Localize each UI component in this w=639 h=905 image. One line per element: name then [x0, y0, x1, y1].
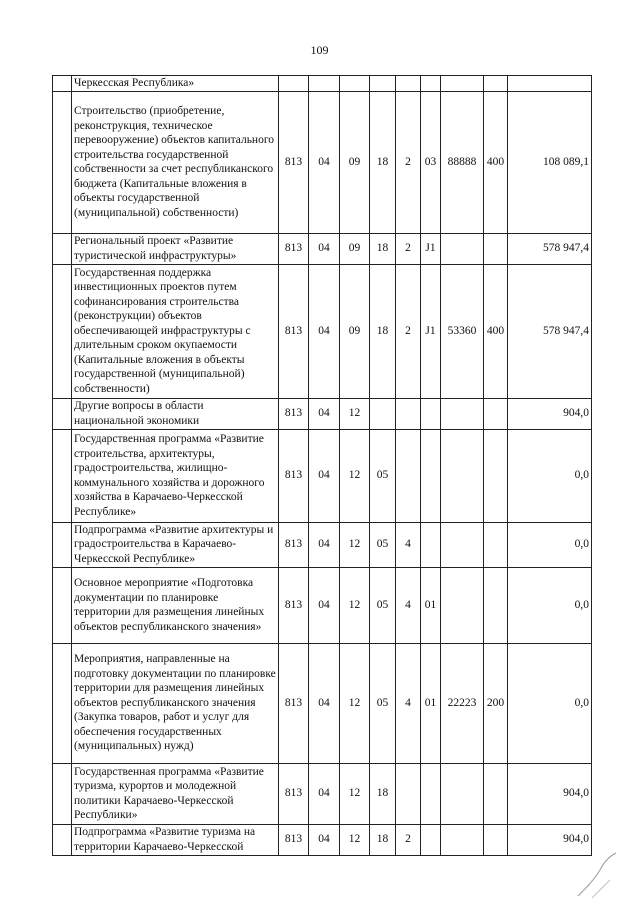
row-main-event-code [421, 76, 441, 92]
row-expense-type-code [484, 429, 508, 522]
table-row [53, 76, 592, 92]
row-name: Государственная программа «Развитие строительства, архитектуры, градостроительства, жилищно-коммунального хозяйства и дорожного хозяйства в Карачаево-Черкесской Республике» [72, 429, 279, 522]
row-name: Государственная поддержка инвестиционных проектов путем софинансирования строительства (реконструкции) объектов обеспечивающей инфраструктуры с длительным сроком окупаемости (Капитальные вложения в объекты государственной (муниципальной) собственности) [72, 264, 279, 398]
row-section-code: 04 [309, 522, 340, 567]
row-expense-type-code [484, 763, 508, 824]
row-subsection-code: 09 [340, 91, 370, 233]
row-number-cell [53, 643, 72, 763]
row-subprogram-code [396, 429, 421, 522]
row-program-code: 05 [370, 429, 396, 522]
row-subprogram-code: 2 [396, 264, 421, 398]
row-section-code: 04 [309, 824, 340, 855]
row-ministry-code: 813 [279, 233, 309, 264]
row-subsection-code [340, 76, 370, 92]
row-expense-type-code [484, 522, 508, 567]
row-sum: 0,0 [508, 522, 592, 567]
row-number-cell [53, 567, 72, 643]
row-sum [508, 76, 592, 92]
row-program-code: 05 [370, 643, 396, 763]
row-program-code: 18 [370, 233, 396, 264]
row-subsection-code: 12 [340, 429, 370, 522]
row-ministry-code [279, 76, 309, 92]
row-subprogram-code: 4 [396, 522, 421, 567]
row-program-code: 18 [370, 91, 396, 233]
row-main-event-code: 03 [421, 91, 441, 233]
row-main-event-code [421, 429, 441, 522]
row-section-code: 04 [309, 91, 340, 233]
row-section-code [309, 76, 340, 92]
row-ministry-code: 813 [279, 643, 309, 763]
row-expense-type-code [484, 398, 508, 429]
row-main-event-code: J1 [421, 233, 441, 264]
row-name: Основное мероприятие «Подготовка документации по планировке территории для размещения линейных объектов республиканского значения» [72, 567, 279, 643]
row-ministry-code: 813 [279, 264, 309, 398]
table-row [53, 643, 592, 763]
table-row [53, 522, 592, 567]
row-direction-code [441, 76, 484, 92]
row-name: Региональный проект «Развитие туристической инфраструктуры» [72, 233, 279, 264]
row-sum: 578 947,4 [508, 264, 592, 398]
row-subprogram-code: 2 [396, 824, 421, 855]
row-expense-type-code [484, 824, 508, 855]
row-expense-type-code: 400 [484, 91, 508, 233]
row-expense-type-code [484, 567, 508, 643]
table-row [53, 398, 592, 429]
row-number-cell [53, 233, 72, 264]
row-subprogram-code [396, 76, 421, 92]
row-direction-code [441, 567, 484, 643]
table-row [53, 91, 592, 233]
row-ministry-code: 813 [279, 522, 309, 567]
row-number-cell [53, 824, 72, 855]
row-direction-code [441, 398, 484, 429]
row-sum: 904,0 [508, 763, 592, 824]
row-program-code: 05 [370, 522, 396, 567]
row-name: Подпрограмма «Развитие архитектуры и градостроительства в Карачаево-Черкесской Республике» [72, 522, 279, 567]
row-ministry-code: 813 [279, 398, 309, 429]
row-program-code [370, 76, 396, 92]
table-row [53, 763, 592, 824]
row-ministry-code: 813 [279, 567, 309, 643]
row-name: Черкесская Республика» [72, 76, 279, 92]
table-row [53, 264, 592, 398]
row-sum: 0,0 [508, 429, 592, 522]
row-direction-code: 22223 [441, 643, 484, 763]
table-row [53, 567, 592, 643]
pen-mark [574, 850, 620, 900]
table-row [53, 233, 592, 264]
row-section-code: 04 [309, 398, 340, 429]
row-section-code: 04 [309, 567, 340, 643]
row-name: Подпрограмма «Развитие туризма на территории Карачаево-Черкесской [72, 824, 279, 855]
table-row [53, 824, 592, 855]
row-direction-code: 88888 [441, 91, 484, 233]
row-main-event-code: J1 [421, 264, 441, 398]
row-sum: 904,0 [508, 398, 592, 429]
row-subprogram-code: 4 [396, 567, 421, 643]
row-subsection-code: 12 [340, 824, 370, 855]
row-name: Мероприятия, направленные на подготовку документации по планировке территории для размещения линейных объектов республиканского значения (Закупка товаров, работ и услуг для обеспечения государственных (муниципальных) нужд) [72, 643, 279, 763]
row-number-cell [53, 76, 72, 92]
row-subprogram-code: 2 [396, 91, 421, 233]
row-program-code: 18 [370, 824, 396, 855]
row-subsection-code: 12 [340, 763, 370, 824]
budget-table [52, 75, 592, 856]
row-sum: 0,0 [508, 567, 592, 643]
row-direction-code [441, 233, 484, 264]
row-section-code: 04 [309, 763, 340, 824]
row-main-event-code [421, 824, 441, 855]
row-main-event-code [421, 398, 441, 429]
row-subsection-code: 12 [340, 567, 370, 643]
row-direction-code [441, 522, 484, 567]
row-expense-type-code: 200 [484, 643, 508, 763]
row-expense-type-code [484, 233, 508, 264]
row-direction-code [441, 824, 484, 855]
row-sum: 578 947,4 [508, 233, 592, 264]
row-number-cell [53, 429, 72, 522]
row-sum: 0,0 [508, 643, 592, 763]
row-section-code: 04 [309, 233, 340, 264]
row-subsection-code: 12 [340, 398, 370, 429]
row-section-code: 04 [309, 429, 340, 522]
row-main-event-code [421, 522, 441, 567]
row-subprogram-code: 2 [396, 233, 421, 264]
row-name: Государственная программа «Развитие туризма, курортов и молодежной политики Карачаево-Черкесской Республики» [72, 763, 279, 824]
row-direction-code [441, 429, 484, 522]
table-row [53, 429, 592, 522]
budget-table-body [53, 76, 592, 856]
row-name: Другие вопросы в области национальной экономики [72, 398, 279, 429]
row-number-cell [53, 398, 72, 429]
row-subsection-code: 12 [340, 522, 370, 567]
row-number-cell [53, 91, 72, 233]
row-number-cell [53, 264, 72, 398]
row-direction-code: 53360 [441, 264, 484, 398]
row-program-code [370, 398, 396, 429]
row-ministry-code: 813 [279, 824, 309, 855]
row-program-code: 18 [370, 763, 396, 824]
row-direction-code [441, 763, 484, 824]
row-number-cell [53, 763, 72, 824]
row-ministry-code: 813 [279, 91, 309, 233]
row-subprogram-code: 4 [396, 643, 421, 763]
row-subprogram-code [396, 398, 421, 429]
row-subsection-code: 09 [340, 264, 370, 398]
row-expense-type-code [484, 76, 508, 92]
row-sum: 904,0 [508, 824, 592, 855]
row-program-code: 18 [370, 264, 396, 398]
row-subsection-code: 12 [340, 643, 370, 763]
row-program-code: 05 [370, 567, 396, 643]
row-main-event-code [421, 763, 441, 824]
row-main-event-code: 01 [421, 567, 441, 643]
row-section-code: 04 [309, 643, 340, 763]
page-number: 109 [310, 43, 329, 57]
row-subprogram-code [396, 763, 421, 824]
row-sum: 108 089,1 [508, 91, 592, 233]
row-number-cell [53, 522, 72, 567]
row-ministry-code: 813 [279, 763, 309, 824]
row-section-code: 04 [309, 264, 340, 398]
row-ministry-code: 813 [279, 429, 309, 522]
row-main-event-code: 01 [421, 643, 441, 763]
row-expense-type-code: 400 [484, 264, 508, 398]
row-subsection-code: 09 [340, 233, 370, 264]
row-name: Строительство (приобретение, реконструкция, техническое перевооружение) объектов капитального строительства государственной собственности за счет республиканского бюджета (Капитальные вложения в объекты государственной (муниципальной) собственности) [72, 91, 279, 233]
